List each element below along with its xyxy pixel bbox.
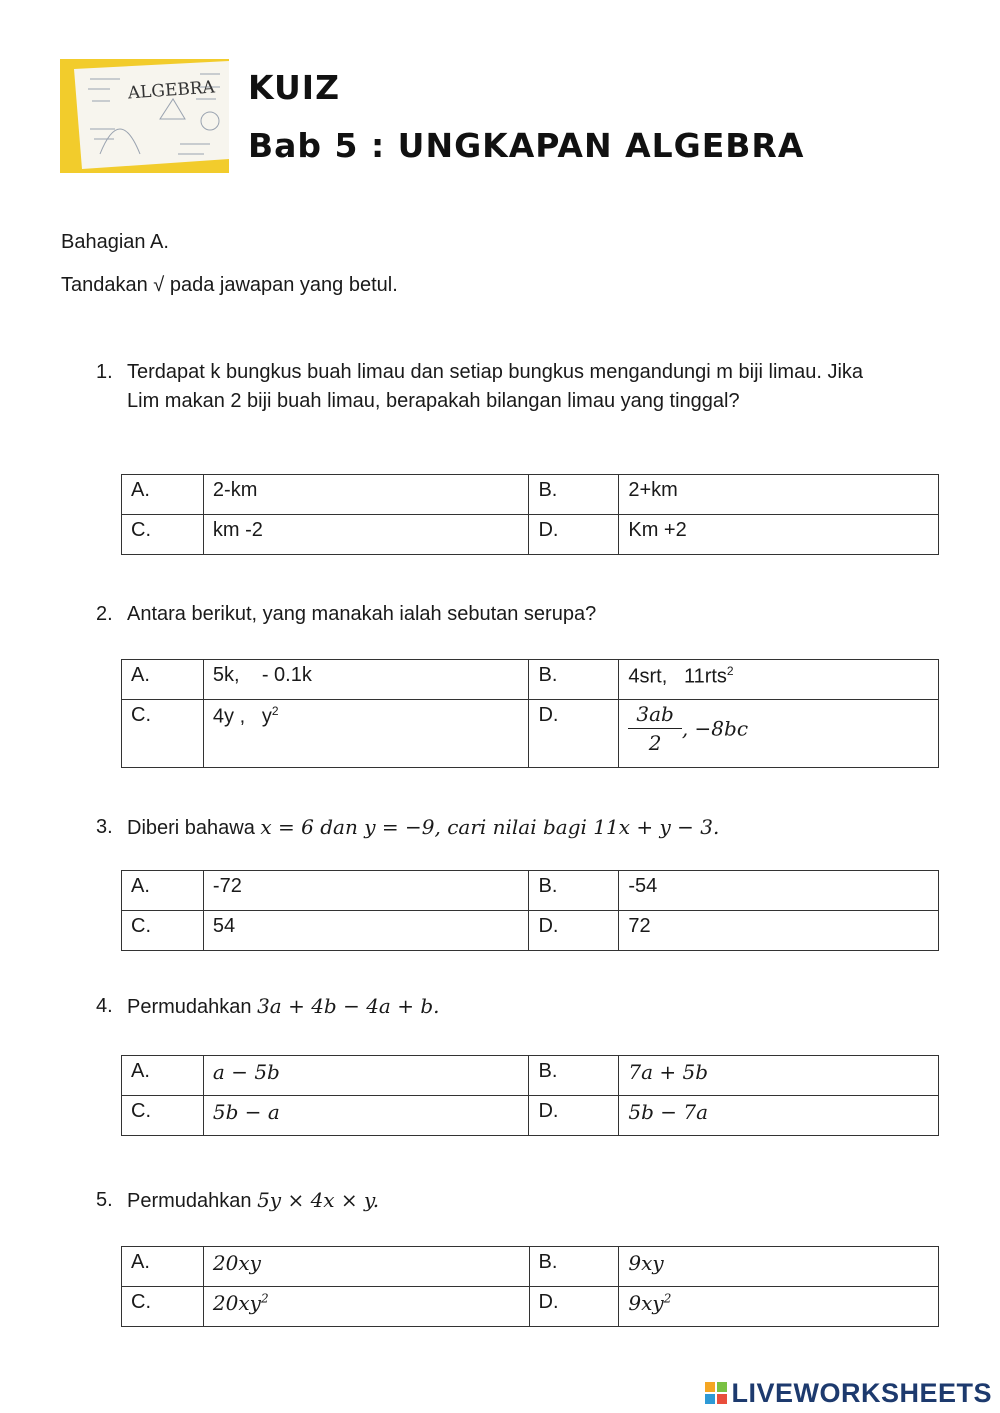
option-label[interactable]: C. [122,1287,204,1327]
options-table-3 [121,870,939,951]
option-text: 4srt, 11rts [628,665,727,688]
question-2 [96,600,896,629]
option-value[interactable]: 5b − a [203,1096,529,1136]
exponent: 2 [271,704,279,718]
question-number: 3. [96,816,113,838]
option-value[interactable]: 2+km [619,475,939,515]
denominator: 2 [648,731,662,755]
page-subtitle: Bab 5 : UNGKAPAN ALGEBRA [248,126,805,165]
question-math: 3a + 4b − 4a + b. [257,994,440,1018]
option-value[interactable]: km -2 [203,515,529,555]
option-label[interactable]: D. [529,911,619,951]
brand-logo[interactable] [705,1378,992,1409]
question-math: x = 6 dan y = −9, cari nilai bagi 11x + y − 3. [260,815,720,839]
question-text: Permudahkan [127,1190,258,1212]
question-math: 5y × 4x × y. [257,1188,380,1212]
option-label[interactable]: A. [122,1056,204,1096]
option-value[interactable]: 54 [203,911,529,951]
option-value[interactable]: Km +2 [619,515,939,555]
option-value[interactable]: 2-km [203,475,529,515]
option-label[interactable]: B. [529,1056,619,1096]
option-text: 20xy [212,1291,261,1315]
option-text: 9xy [628,1291,664,1315]
algebra-image [60,59,229,173]
option-value[interactable]: a − 5b [203,1056,529,1096]
fraction [628,702,681,755]
option-label[interactable]: B. [529,871,619,911]
option-value[interactable] [203,1287,529,1327]
option-value[interactable]: 9xy [619,1247,939,1287]
options-table-1 [121,474,939,555]
instruction-text: Tandakan √ pada jawapan yang betul. [61,274,398,296]
question-number: 5. [96,1189,113,1211]
option-value[interactable]: 5k, - 0.1k [203,660,529,700]
question-5 [96,1186,896,1216]
exponent: 2 [663,1291,672,1306]
question-text: Diberi bahawa [127,817,261,839]
option-value[interactable] [619,700,939,768]
option-value[interactable] [203,700,529,768]
option-value[interactable] [619,1287,939,1327]
page-title: KUIZ [248,68,340,107]
option-label[interactable]: D. [529,1096,619,1136]
liveworksheets-icon [705,1382,727,1404]
question-text: Terdapat k bungkus buah limau dan setiap bungkus mengandungi m biji limau. Jika Lim makan 2 biji buah limau, berapakah bilangan limau yang tinggal? [127,361,864,412]
question-number: 1. [96,361,113,383]
question-1 [96,358,896,416]
question-number: 2. [96,603,113,625]
option-label[interactable]: A. [122,475,204,515]
option-label[interactable]: C. [122,515,204,555]
option-label[interactable]: B. [529,475,619,515]
fraction-rest: , −8bc [681,716,749,741]
option-label[interactable]: A. [122,660,204,700]
option-label[interactable]: C. [122,1096,204,1136]
option-value[interactable]: 7a + 5b [619,1056,939,1096]
option-value[interactable] [619,660,939,700]
options-table-5 [121,1246,939,1327]
option-label[interactable]: A. [122,871,204,911]
option-label[interactable]: C. [122,700,204,768]
option-label[interactable]: D. [529,1287,619,1327]
question-4 [96,992,896,1022]
brand-text: LIVEWORKSHEETS [731,1378,992,1408]
option-value[interactable]: -54 [619,871,939,911]
question-3 [96,813,896,843]
option-label[interactable]: B. [529,1247,619,1287]
logo-text: ALGEBRA [127,77,216,104]
question-text: Permudahkan [127,996,258,1018]
exponent: 2 [260,1291,269,1306]
option-value[interactable]: -72 [203,871,529,911]
option-value[interactable]: 72 [619,911,939,951]
option-label[interactable]: D. [529,515,619,555]
option-label[interactable]: C. [122,911,204,951]
option-label[interactable]: D. [529,700,619,768]
numerator: 3ab [628,702,681,729]
question-number: 4. [96,995,113,1017]
options-table-4 [121,1055,939,1136]
option-label[interactable]: B. [529,660,619,700]
option-value[interactable]: 5b − 7a [619,1096,939,1136]
option-text: 4y , y [212,705,272,728]
section-heading: Bahagian A. [61,231,169,253]
question-text: Antara berikut, yang manakah ialah sebutan serupa? [127,603,597,625]
exponent: 2 [726,664,734,678]
option-value[interactable]: 20xy [203,1247,529,1287]
options-table-2 [121,659,939,768]
option-label[interactable]: A. [122,1247,204,1287]
